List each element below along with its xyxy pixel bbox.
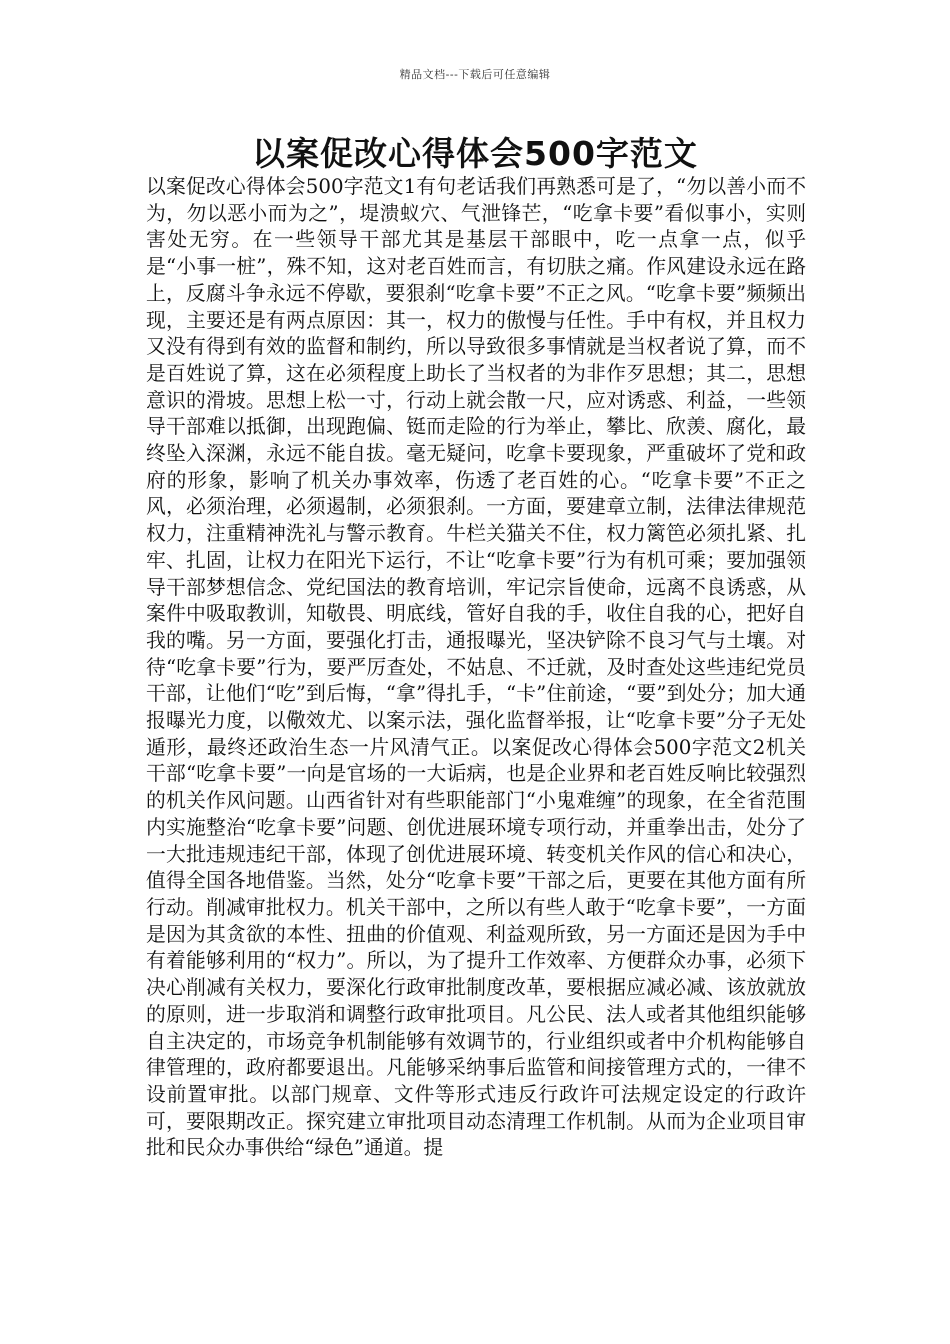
header-note: 精品文档---下载后可任意编辑 [399, 68, 551, 81]
body-paragraph: 以案促改心得体会500字范文1有句老话我们再熟悉可是了，“勿以善小而不为，勿以恶小而为之”，堤溃蚁穴、气泄锋芒，“吃拿卡要”看似事小，实则害处无穷。在一些领导干部尤其是基层干部眼中，吃一点拿一点，似乎是“小事一桩”，殊不知，这对老百姓而言，有切肤之痛。作风建设永远在路上，反腐斗争永远不停歇，要狠刹“吃拿卡要”不正之风。“吃拿卡要”频频出现，主要还是有两点原因：其一，权力的傲慢与任性。手中有权，并且权力又没有得到有效的监督和制约，所以导致很多事情就是当权者说了算，而不是百姓说了算，这在必须程度上助长了当权者的为非作歹思想；其二，思想意识的滑坡。思想上松一寸，行动上就会散一尺，应对诱惑、利益，一些领导干部难以抵御，出现跑偏、铤而走险的行为举止，攀比、欣羡、腐化，最终坠入深渊，永远不能自拔。毫无疑问，吃拿卡要现象，严重破坏了党和政府的形象，影响了机关办事效率，伤透了老百姓的心。“吃拿卡要”不正之风，必须治理，必须遏制，必须狠刹。一方面，要建章立制，法律法律规范权力，注重精神洗礼与警示教育。牛栏关猫关不住，权力篱笆必须扎紧、扎牢、扎固，让权力在阳光下运行，不让“吃拿卡要”行为有机可乘；要加强领导干部梦想信念、党纪国法的教育培训，牢记宗旨使命，远离不良诱惑，从案件中吸取教训，知敬畏、明底线，管好自我的手，收住自我的心，把好自我的嘴。另一方面，要强化打击，通报曝光，坚决铲除不良习气与土壤。对待“吃拿卡要”行为，要严厉查处，不姑息、不迁就，及时查处这些违纪党员干部，让他们“吃”到后悔，“拿”得扎手，“卡”住前途，“要”到处分；加大通报曝光力度，以儆效尤、以案示法，强化监督举报，让“吃拿卡要”分子无处遁形，最终还政治生态一片风清气正。以案促改心得体会500字范文2机关干部“吃拿卡要”一向是官场的一大诟病，也是企业界和老百姓反响比较强烈的机关作风问题。山西省针对有些职能部门“小鬼难缠”的现象，在全省范围内实施整治“吃拿卡要”问题、创优进展环境专项行动，并重拳出击，处分了一大批违规违纪干部，体现了创优进展环境、转变机关作风的信心和决心，值得全国各地借鉴。当然，处分“吃拿卡要”干部之后，更要在其他方面有所行动。削减审批权力。机关干部中，之所以有些人敢于“吃拿卡要”，一方面是因为其贪欲的本性、扭曲的价值观、利益观所致，另一方面还是因为手中有着能够利用的“权力”。所以，为了提升工作效率、方便群众办事，必须下决心削减有关权力，要深化行政审批制度改革，要根据应减必减、该放就放的原则，进一步取消和调整行政审批项目。凡公民、法人或者其他组织能够自主决定的，市场竞争机制能够有效调节的，行业组织或者中介机构能够自律管理的，政府都要退出。凡能够采纳事后监管和间接管理方式的，一律不设前置审批。以部门规章、文件等形式违反行政许可法规定设定的行政许可，要限期改正。探究建立审批项目动态清理工作机制。从而为企业项目审批和民众办事供给“绿色”通道。提 [146, 175, 806, 1160]
page-title: 以案促改心得体会500字范文 [252, 134, 698, 173]
